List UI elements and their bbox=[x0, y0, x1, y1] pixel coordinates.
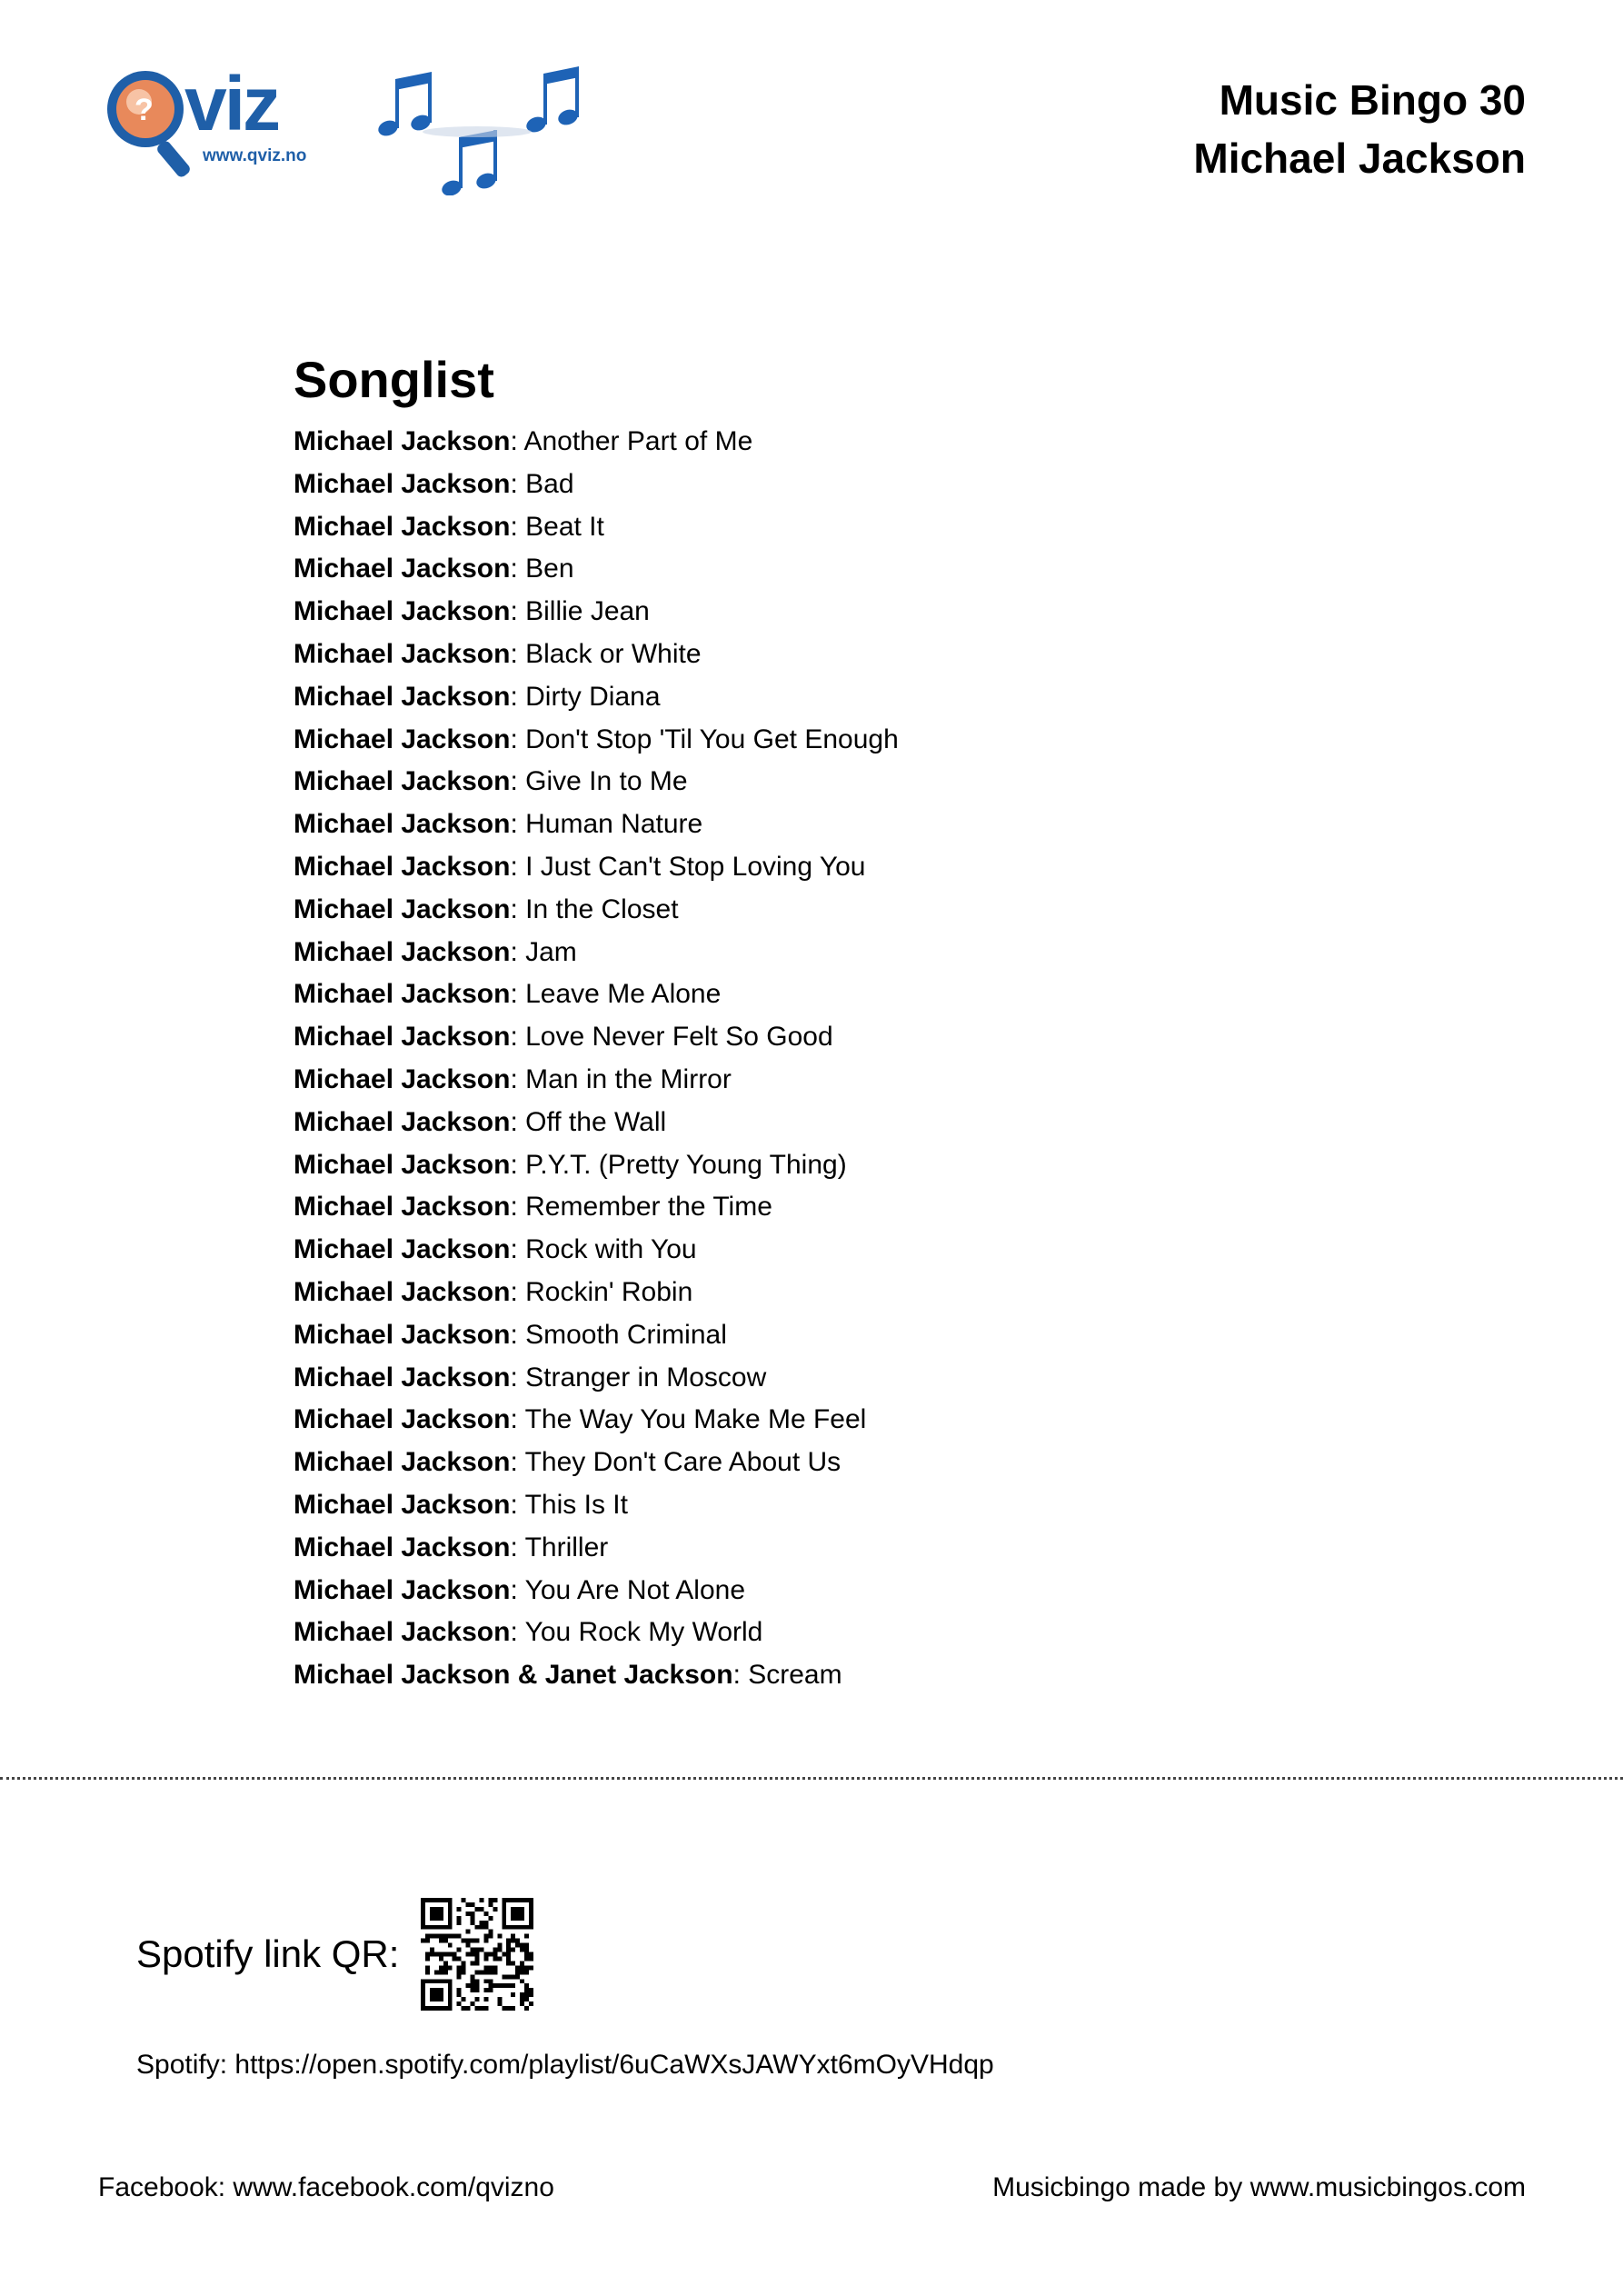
song-item bbox=[294, 932, 899, 974]
song-title: I Just Can't Stop Loving You bbox=[525, 851, 866, 882]
song-title: Billie Jean bbox=[525, 596, 650, 627]
song-item bbox=[294, 1016, 899, 1059]
song-separator: : bbox=[510, 596, 526, 627]
song-item bbox=[294, 889, 899, 932]
song-item bbox=[294, 1654, 899, 1697]
song-artist: Michael Jackson & Janet Jackson bbox=[294, 1660, 733, 1691]
song-item bbox=[294, 464, 899, 506]
song-item bbox=[294, 846, 899, 889]
song-item bbox=[294, 634, 899, 676]
song-separator: : bbox=[510, 893, 526, 924]
song-item bbox=[294, 1399, 899, 1442]
artist-title: Michael Jackson bbox=[1193, 135, 1526, 182]
song-separator: : bbox=[510, 1362, 526, 1393]
song-artist: Michael Jackson bbox=[294, 1022, 511, 1053]
song-artist: Michael Jackson bbox=[294, 724, 511, 754]
song-separator: : bbox=[510, 468, 526, 499]
song-separator: : bbox=[510, 426, 524, 456]
song-item bbox=[294, 1059, 899, 1102]
song-separator: : bbox=[510, 1447, 525, 1478]
song-artist: Michael Jackson bbox=[294, 1404, 511, 1435]
qr-row bbox=[136, 1895, 533, 2013]
bingo-number-title: Music Bingo 30 bbox=[1219, 76, 1526, 124]
song-artist: Michael Jackson bbox=[294, 1362, 511, 1393]
song-item bbox=[294, 1357, 899, 1400]
song-title: Bad bbox=[525, 468, 574, 499]
song-artist: Michael Jackson bbox=[294, 1319, 511, 1350]
spotify-link[interactable]: Spotify: https://open.spotify.com/playlist/6uCaWXsJAWYxt6mOyVHdqp bbox=[136, 2050, 994, 2080]
song-title: Another Part of Me bbox=[523, 426, 753, 456]
song-separator: : bbox=[510, 1063, 526, 1094]
song-artist: Michael Jackson bbox=[294, 681, 511, 712]
song-separator: : bbox=[510, 1022, 526, 1053]
song-separator: : bbox=[510, 1574, 525, 1605]
song-title: You Rock My World bbox=[524, 1617, 763, 1648]
song-item bbox=[294, 1272, 899, 1314]
song-artist: Michael Jackson bbox=[294, 1063, 511, 1094]
song-separator: : bbox=[510, 979, 526, 1010]
song-artist: Michael Jackson bbox=[294, 851, 511, 882]
dotted-divider bbox=[0, 1777, 1623, 1780]
song-item bbox=[294, 804, 899, 846]
song-item bbox=[294, 1314, 899, 1357]
songlist-heading: Songlist bbox=[294, 351, 494, 408]
song-separator: : bbox=[510, 554, 526, 584]
song-item bbox=[294, 1102, 899, 1144]
song-artist: Michael Jackson bbox=[294, 1489, 511, 1520]
song-title: Off the Wall bbox=[525, 1106, 667, 1137]
song-title: Smooth Criminal bbox=[525, 1319, 727, 1350]
song-title: This Is It bbox=[524, 1489, 628, 1520]
song-item bbox=[294, 719, 899, 762]
song-artist: Michael Jackson bbox=[294, 809, 511, 840]
song-item bbox=[294, 421, 899, 464]
song-artist: Michael Jackson bbox=[294, 1149, 511, 1180]
song-separator: : bbox=[510, 1404, 525, 1435]
qr-label: Spotify link QR: bbox=[136, 1932, 400, 1975]
credit-link[interactable]: Musicbingo made by www.musicbingos.com bbox=[992, 2172, 1526, 2202]
qviz-logo-graphic bbox=[95, 59, 609, 195]
svg-text:?: ? bbox=[134, 93, 154, 127]
song-separator: : bbox=[510, 1276, 526, 1307]
song-separator: : bbox=[510, 681, 526, 712]
song-artist: Michael Jackson bbox=[294, 1532, 511, 1562]
song-title: The Way You Make Me Feel bbox=[524, 1404, 867, 1435]
song-artist: Michael Jackson bbox=[294, 766, 511, 797]
song-artist: Michael Jackson bbox=[294, 1234, 511, 1265]
song-item bbox=[294, 1229, 899, 1272]
song-artist: Michael Jackson bbox=[294, 936, 511, 967]
song-separator: : bbox=[510, 511, 526, 542]
song-separator: : bbox=[510, 851, 526, 882]
song-item bbox=[294, 1527, 899, 1570]
song-separator: : bbox=[510, 724, 526, 754]
song-title: Don't Stop 'Til You Get Enough bbox=[525, 724, 899, 754]
song-artist: Michael Jackson bbox=[294, 979, 511, 1010]
song-list bbox=[294, 421, 899, 1697]
song-separator: : bbox=[510, 1319, 526, 1350]
song-item bbox=[294, 973, 899, 1016]
song-title: Dirty Diana bbox=[525, 681, 661, 712]
song-artist: Michael Jackson bbox=[294, 511, 511, 542]
song-separator: : bbox=[510, 1617, 525, 1648]
song-separator: : bbox=[510, 1192, 526, 1223]
page-title bbox=[1193, 71, 1526, 187]
song-title: Love Never Felt So Good bbox=[525, 1022, 833, 1053]
song-title: Black or White bbox=[525, 638, 702, 669]
song-item bbox=[294, 1186, 899, 1229]
song-item bbox=[294, 1144, 899, 1187]
song-separator: : bbox=[510, 1149, 526, 1180]
song-item bbox=[294, 1442, 899, 1484]
song-separator: : bbox=[510, 1532, 525, 1562]
song-title: They Don't Care About Us bbox=[524, 1447, 841, 1478]
song-title: Ben bbox=[525, 554, 574, 584]
facebook-link[interactable]: Facebook: www.facebook.com/qvizno bbox=[98, 2172, 554, 2202]
song-artist: Michael Jackson bbox=[294, 1192, 511, 1223]
song-artist: Michael Jackson bbox=[294, 1574, 511, 1605]
songlist bbox=[294, 348, 899, 1697]
song-title: In the Closet bbox=[525, 893, 679, 924]
song-item bbox=[294, 1484, 899, 1527]
song-separator: : bbox=[510, 1489, 525, 1520]
song-item bbox=[294, 506, 899, 549]
song-item bbox=[294, 548, 899, 591]
song-separator: : bbox=[510, 638, 526, 669]
svg-text:viz: viz bbox=[184, 61, 279, 146]
song-artist: Michael Jackson bbox=[294, 426, 511, 456]
song-artist: Michael Jackson bbox=[294, 638, 511, 669]
song-title: Rock with You bbox=[525, 1234, 697, 1265]
song-item bbox=[294, 591, 899, 634]
song-title: Human Nature bbox=[525, 809, 703, 840]
song-title: Man in the Mirror bbox=[525, 1063, 732, 1094]
song-title: Rockin' Robin bbox=[525, 1276, 693, 1307]
song-title: Beat It bbox=[525, 511, 604, 542]
song-title: Leave Me Alone bbox=[525, 979, 722, 1010]
song-artist: Michael Jackson bbox=[294, 596, 511, 627]
song-title: Thriller bbox=[524, 1532, 609, 1562]
song-artist: Michael Jackson bbox=[294, 1106, 511, 1137]
song-item bbox=[294, 676, 899, 719]
song-artist: Michael Jackson bbox=[294, 893, 511, 924]
song-separator: : bbox=[510, 1106, 526, 1137]
song-item bbox=[294, 761, 899, 804]
song-separator: : bbox=[510, 1234, 526, 1265]
song-artist: Michael Jackson bbox=[294, 1447, 511, 1478]
song-title: Stranger in Moscow bbox=[525, 1362, 767, 1393]
song-item bbox=[294, 1570, 899, 1612]
song-separator: : bbox=[732, 1660, 749, 1691]
song-title: Give In to Me bbox=[525, 766, 688, 797]
qviz-logo bbox=[95, 59, 609, 195]
song-title: Remember the Time bbox=[525, 1192, 772, 1223]
song-title: Jam bbox=[525, 936, 577, 967]
song-separator: : bbox=[510, 809, 526, 840]
song-artist: Michael Jackson bbox=[294, 1617, 511, 1648]
song-title: P.Y.T. (Pretty Young Thing) bbox=[525, 1149, 847, 1180]
qr-code-icon[interactable] bbox=[421, 1898, 533, 2011]
song-title: You Are Not Alone bbox=[524, 1574, 746, 1605]
song-title: Scream bbox=[748, 1660, 842, 1691]
song-separator: : bbox=[510, 936, 526, 967]
song-artist: Michael Jackson bbox=[294, 554, 511, 584]
song-artist: Michael Jackson bbox=[294, 1276, 511, 1307]
song-artist: Michael Jackson bbox=[294, 468, 511, 499]
song-item bbox=[294, 1612, 899, 1654]
logo-url: www.qviz.no bbox=[203, 146, 307, 165]
song-separator: : bbox=[510, 766, 526, 797]
